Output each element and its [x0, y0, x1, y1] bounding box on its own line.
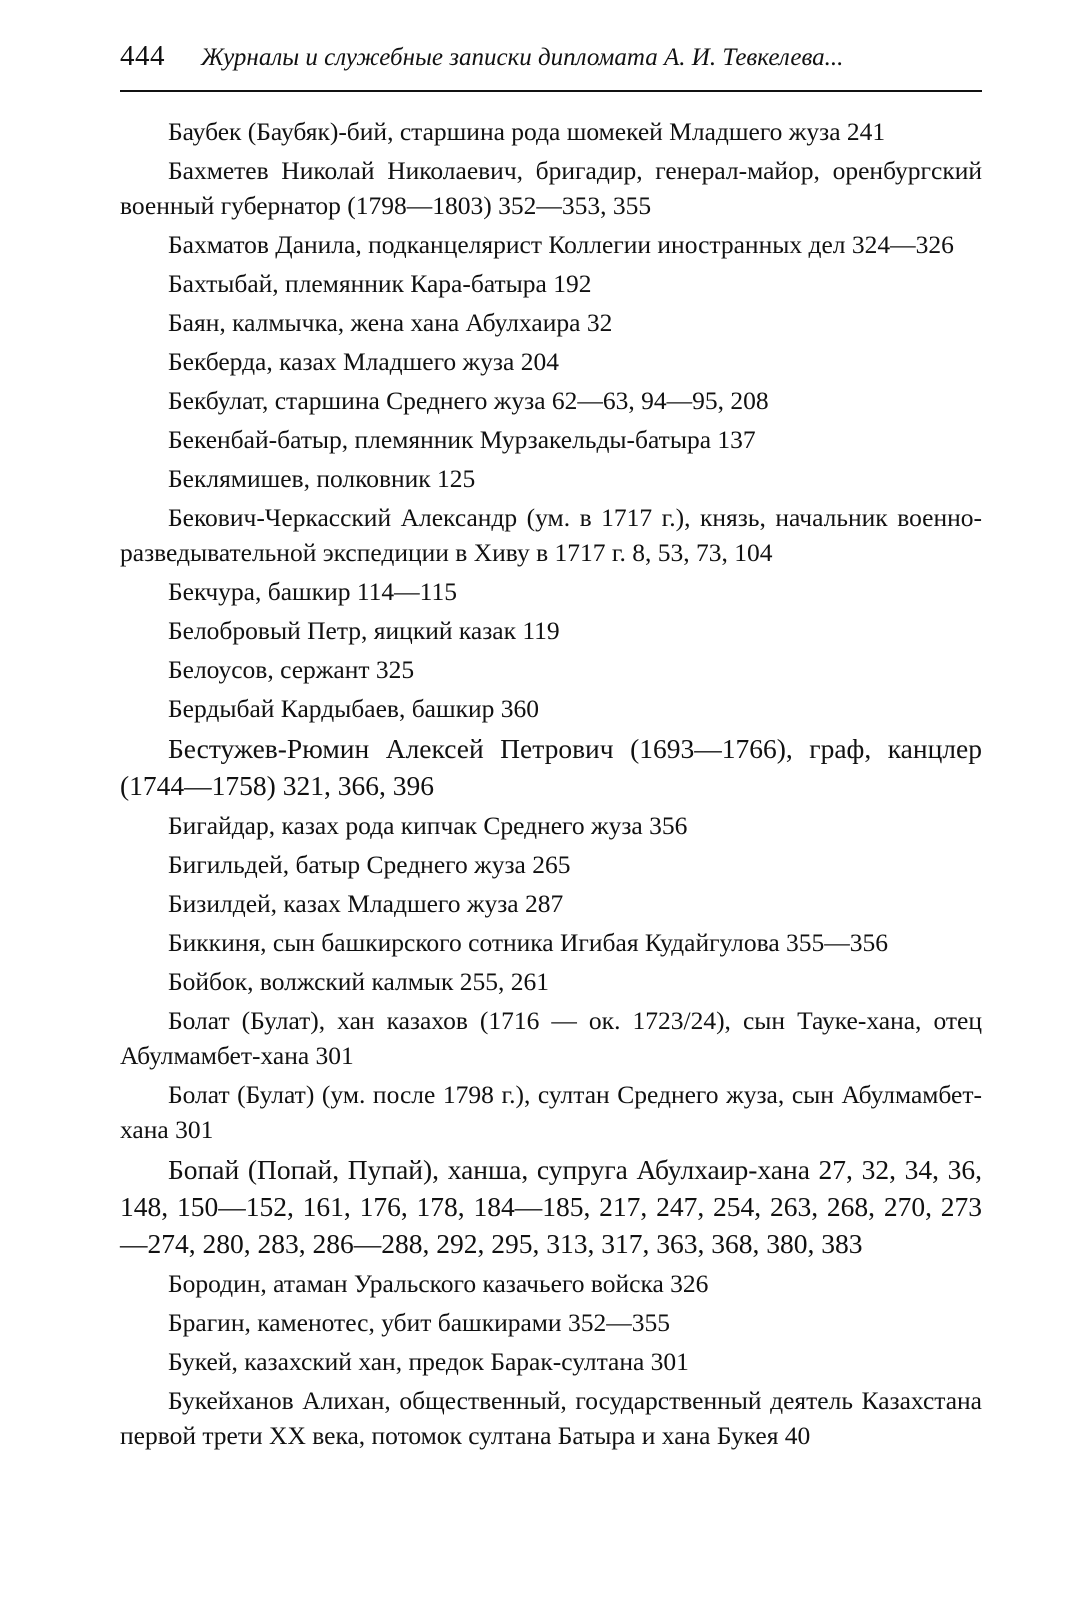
index-entry: Бекчура, башкир 114—115: [168, 577, 457, 606]
index-entry: Белоусов, сержант 325: [168, 655, 415, 684]
index-entry: Бопай (Попай, Пупай), ханша, супруга Абулхаир-хана 27, 32, 34, 36, 148, 150—152, 161, 176, 178, 184—185, 217, 247, 254, 263, 268, 270, 273—274, 280, 283, 286—288, 292, 295, 313, 317, 363, 368, 380, 383: [120, 1154, 982, 1259]
index-entry: Бойбок, волжский калмык 255, 261: [168, 967, 549, 996]
index-entry: Бахметев Николай Николаевич, бригадир, генерал-майор, оренбургский военный губернатор (1798—1803) 352—353, 355: [120, 156, 982, 220]
page-header: [120, 40, 982, 88]
index-entry: Бахтыбай, племянник Кара-батыра 192: [168, 269, 592, 298]
index-entry: Беклямишев, полковник 125: [168, 464, 476, 493]
index-entry: Баян, калмычка, жена хана Абулхаира 32: [168, 308, 613, 337]
index-entry: Бахматов Данила, подканцелярист Коллегии иностранных дел 324—326: [168, 230, 954, 259]
index-entry: Биккиня, сын башкирского сотника Игибая Кудайгулова 355—356: [168, 928, 889, 957]
index-entry: Бердыбай Кардыбаев, башкир 360: [168, 694, 540, 723]
running-title: Журналы и служебные записки дипломата А. И. Тевкелева...: [201, 44, 844, 71]
index-entry: Букей, казахский хан, предок Барак-султана 301: [168, 1347, 689, 1376]
name-index-list: [120, 114, 982, 1457]
index-entry: Бекенбай-батыр, племянник Мурзакельды-батыра 137: [168, 425, 756, 454]
index-entry: Бизилдей, казах Младшего жуза 287: [168, 889, 564, 918]
index-entry: Болат (Булат) (ум. после 1798 г.), султан Среднего жуза, сын Абулмамбет-хана 301: [120, 1080, 982, 1144]
index-entry: Бородин, атаман Уральского казачьего войска 326: [168, 1269, 709, 1298]
index-entry: Бекович-Черкасский Александр (ум. в 1717 г.), князь, начальник военно-разведывательной экспедиции в Хиву в 1717 г. 8, 53, 73, 104: [120, 503, 982, 567]
index-entry: Бигильдей, батыр Среднего жуза 265: [168, 850, 571, 879]
header-rule: [120, 90, 982, 92]
index-entry: Баубек (Баубяк)-бий, старшина рода шомекей Младшего жуза 241: [168, 117, 886, 146]
index-entry: Белобровый Петр, яицкий казак 119: [168, 616, 560, 645]
index-entry: Букейханов Алихан, общественный, государственный деятель Казахстана первой трети XX века, потомок султана Батыра и хана Букея 40: [120, 1386, 982, 1450]
index-entry: Бигайдар, казах рода кипчак Среднего жуза 356: [168, 811, 688, 840]
index-entry: Брагин, каменотес, убит башкирами 352—355: [168, 1308, 670, 1337]
page-number: 444: [120, 40, 165, 72]
index-entry: Бекберда, казах Младшего жуза 204: [168, 347, 559, 376]
index-entry: Бекбулат, старшина Среднего жуза 62—63, 94—95, 208: [168, 386, 769, 415]
index-entry: Бестужев-Рюмин Алексей Петрович (1693—1766), граф, канцлер (1744—1758) 321, 366, 396: [120, 733, 982, 801]
index-entry: Болат (Булат), хан казахов (1716 — ок. 1723/24), сын Тауке-хана, отец Абулмамбет-хана 301: [120, 1006, 982, 1070]
